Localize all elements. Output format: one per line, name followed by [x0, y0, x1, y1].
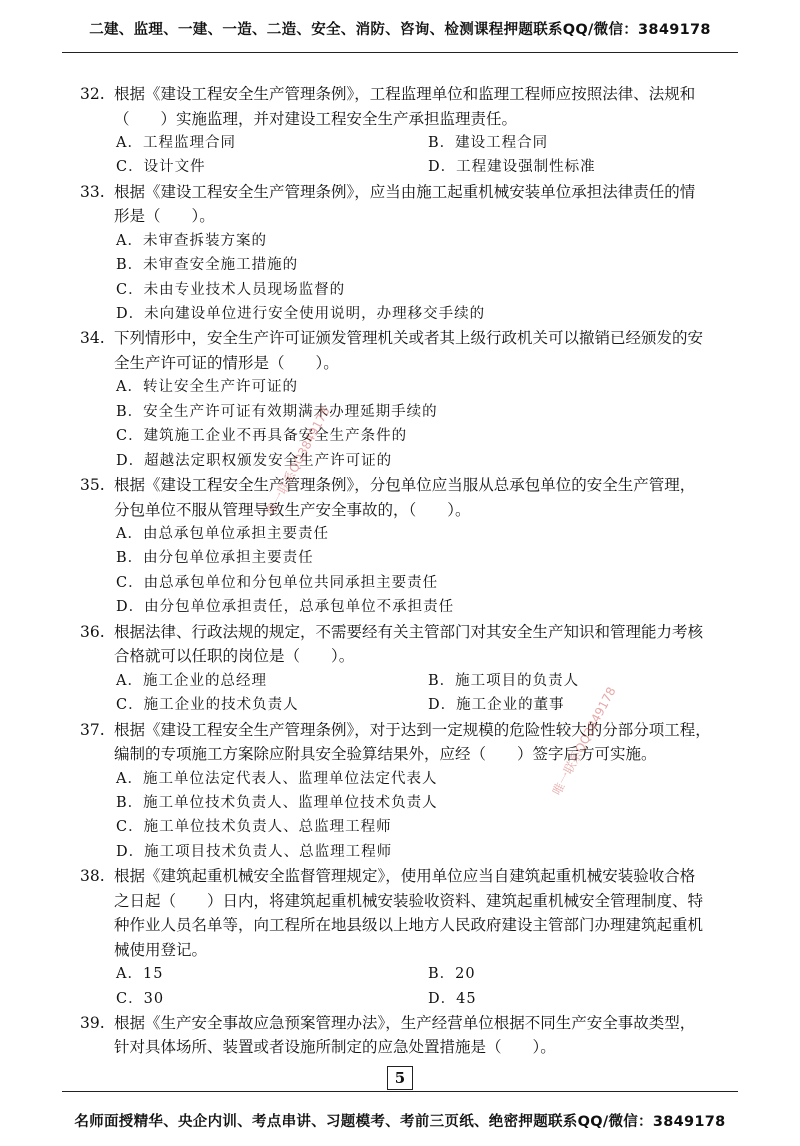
- option-d: D．由分包单位承担责任，总承包单位不承担责任: [116, 599, 455, 616]
- option-d: D．施工企业的董事: [428, 697, 565, 714]
- question-number: 38.: [80, 867, 105, 886]
- option-c: C．由总承包单位和分包单位共同承担主要责任: [116, 574, 439, 591]
- page-header: 二建、监理、一建、一造、二造、安全、消防、咨询、检测课程押题联系QQ/微信：3849178: [89, 22, 711, 38]
- option-a: A．转让安全生产许可证的: [116, 379, 298, 396]
- option-a: A．15: [116, 966, 164, 983]
- option-a: A．工程监理合同: [116, 135, 236, 151]
- watermark: 唯一联系QQ3849178: [549, 684, 619, 798]
- option-b: B．施工项目的负责人: [428, 672, 580, 689]
- question-35: [80, 473, 740, 620]
- question-text: 合格就可以任职的岗位是（ ）。: [114, 647, 355, 666]
- question-36: [80, 620, 740, 718]
- question-39: [80, 1011, 740, 1060]
- page-number: 5: [387, 1066, 413, 1090]
- question-list: [80, 82, 740, 1060]
- question-number: 39.: [80, 1013, 105, 1032]
- question-text: 根据法律、行政法规的规定，不需要经有关主管部门对其安全生产知识和管理能力考核: [114, 622, 704, 641]
- question-text: 针对具体场所、装置或者设施所制定的应急处置措施是（ ）。: [114, 1038, 556, 1057]
- question-text: 根据《建设工程安全生产管理条例》，对于达到一定规模的危险性较大的分部分项工程，: [114, 720, 711, 739]
- question-text: （ ）实施监理，并对建设工程安全生产承担监理责任。: [114, 109, 518, 128]
- option-a: A．未审查拆装方案的: [116, 232, 267, 249]
- question-number: 33.: [80, 182, 105, 201]
- question-37: [80, 718, 740, 865]
- option-c: C．施工单位技术负责人、总监理工程师: [116, 819, 392, 836]
- question-number: 34.: [80, 329, 105, 348]
- footer-divider: [62, 1091, 738, 1092]
- question-text: 根据《建设工程安全生产管理条例》，应当由施工起重机械安装单位承担法律责任的情: [114, 182, 696, 201]
- question-text: 根据《建设工程安全生产管理条例》，分包单位应当服从总承包单位的安全生产管理，: [114, 476, 696, 495]
- option-a: A．由总承包单位承担主要责任: [116, 526, 329, 543]
- question-number: 32.: [80, 85, 105, 103]
- question-38: [80, 864, 740, 1011]
- option-d: D．超越法定职权颁发安全生产许可证的: [116, 452, 393, 469]
- option-d: D．施工项目技术负责人、总监理工程师: [116, 843, 393, 860]
- option-b: B．由分包单位承担主要责任: [116, 550, 314, 567]
- question-number: 36.: [80, 622, 105, 641]
- question-text: 之日起（ ）日内，将建筑起重机械安装验收资料、建筑起重机械安全管理制度、特: [114, 891, 704, 910]
- option-d: D．45: [428, 990, 477, 1007]
- option-c: C．施工企业的技术负责人: [116, 697, 299, 714]
- question-text: 根据《建设工程安全生产管理条例》，工程监理单位和监理工程师应按照法律、法规和: [114, 85, 696, 103]
- option-b: B．20: [428, 966, 476, 983]
- question-text: 编制的专项施工方案除应附具安全验算结果外，应经（ ）签字后方可实施。: [114, 745, 657, 763]
- option-d: D．工程建设强制性标准: [428, 159, 596, 176]
- option-b: B．建设工程合同: [428, 135, 549, 151]
- option-c: C．建筑施工企业不再具备安全生产条件的: [116, 428, 408, 445]
- option-c: C．30: [116, 990, 165, 1007]
- question-text: 分包单位不服从管理导致生产安全事故的，（ ）。: [114, 500, 471, 519]
- question-text: 全生产许可证的情形是（ ）。: [114, 353, 339, 372]
- question-number: 35.: [80, 476, 105, 495]
- question-text: 下列情形中，安全生产许可证颁发管理机关或者其上级行政机关可以撤销已经颁发的安: [114, 329, 704, 348]
- question-text: 根据《生产安全事故应急预案管理办法》，生产经营单位根据不同生产安全事故类型，: [114, 1013, 696, 1032]
- option-d: D．未向建设单位进行安全使用说明，办理移交手续的: [116, 306, 486, 323]
- option-c: C．未由专业技术人员现场监督的: [116, 281, 346, 298]
- page-footer: 名师面授精华、央企内训、考点串讲、习题模考、考前三页纸、绝密押题联系QQ/微信：3849178: [74, 1114, 726, 1130]
- option-a: A．施工单位法定代表人、监理单位法定代表人: [116, 770, 438, 787]
- question-number: 37.: [80, 720, 105, 739]
- question-32: [80, 82, 740, 180]
- question-text: 械使用登记。: [114, 940, 208, 959]
- header-divider: [62, 52, 738, 53]
- option-c: C．设计文件: [116, 159, 206, 176]
- question-33: [80, 180, 740, 327]
- watermark: 唯一联系QQ3849178: [263, 404, 333, 518]
- question-34: [80, 326, 740, 473]
- question-text: 根据《建筑起重机械安全监督管理规定》，使用单位应当自建筑起重机械安装验收合格: [114, 867, 696, 886]
- question-text: 形是（ ）。: [114, 207, 215, 226]
- option-a: A．施工企业的总经理: [116, 672, 267, 689]
- option-b: B．未审查安全施工措施的: [116, 257, 299, 274]
- option-b: B．施工单位技术负责人、监理单位技术负责人: [116, 794, 438, 811]
- option-b: B．安全生产许可证有效期满未办理延期手续的: [116, 403, 438, 420]
- question-text: 种作业人员名单等，向工程所在地县级以上地方人民政府建设主管部门办理建筑起重机: [114, 916, 704, 935]
